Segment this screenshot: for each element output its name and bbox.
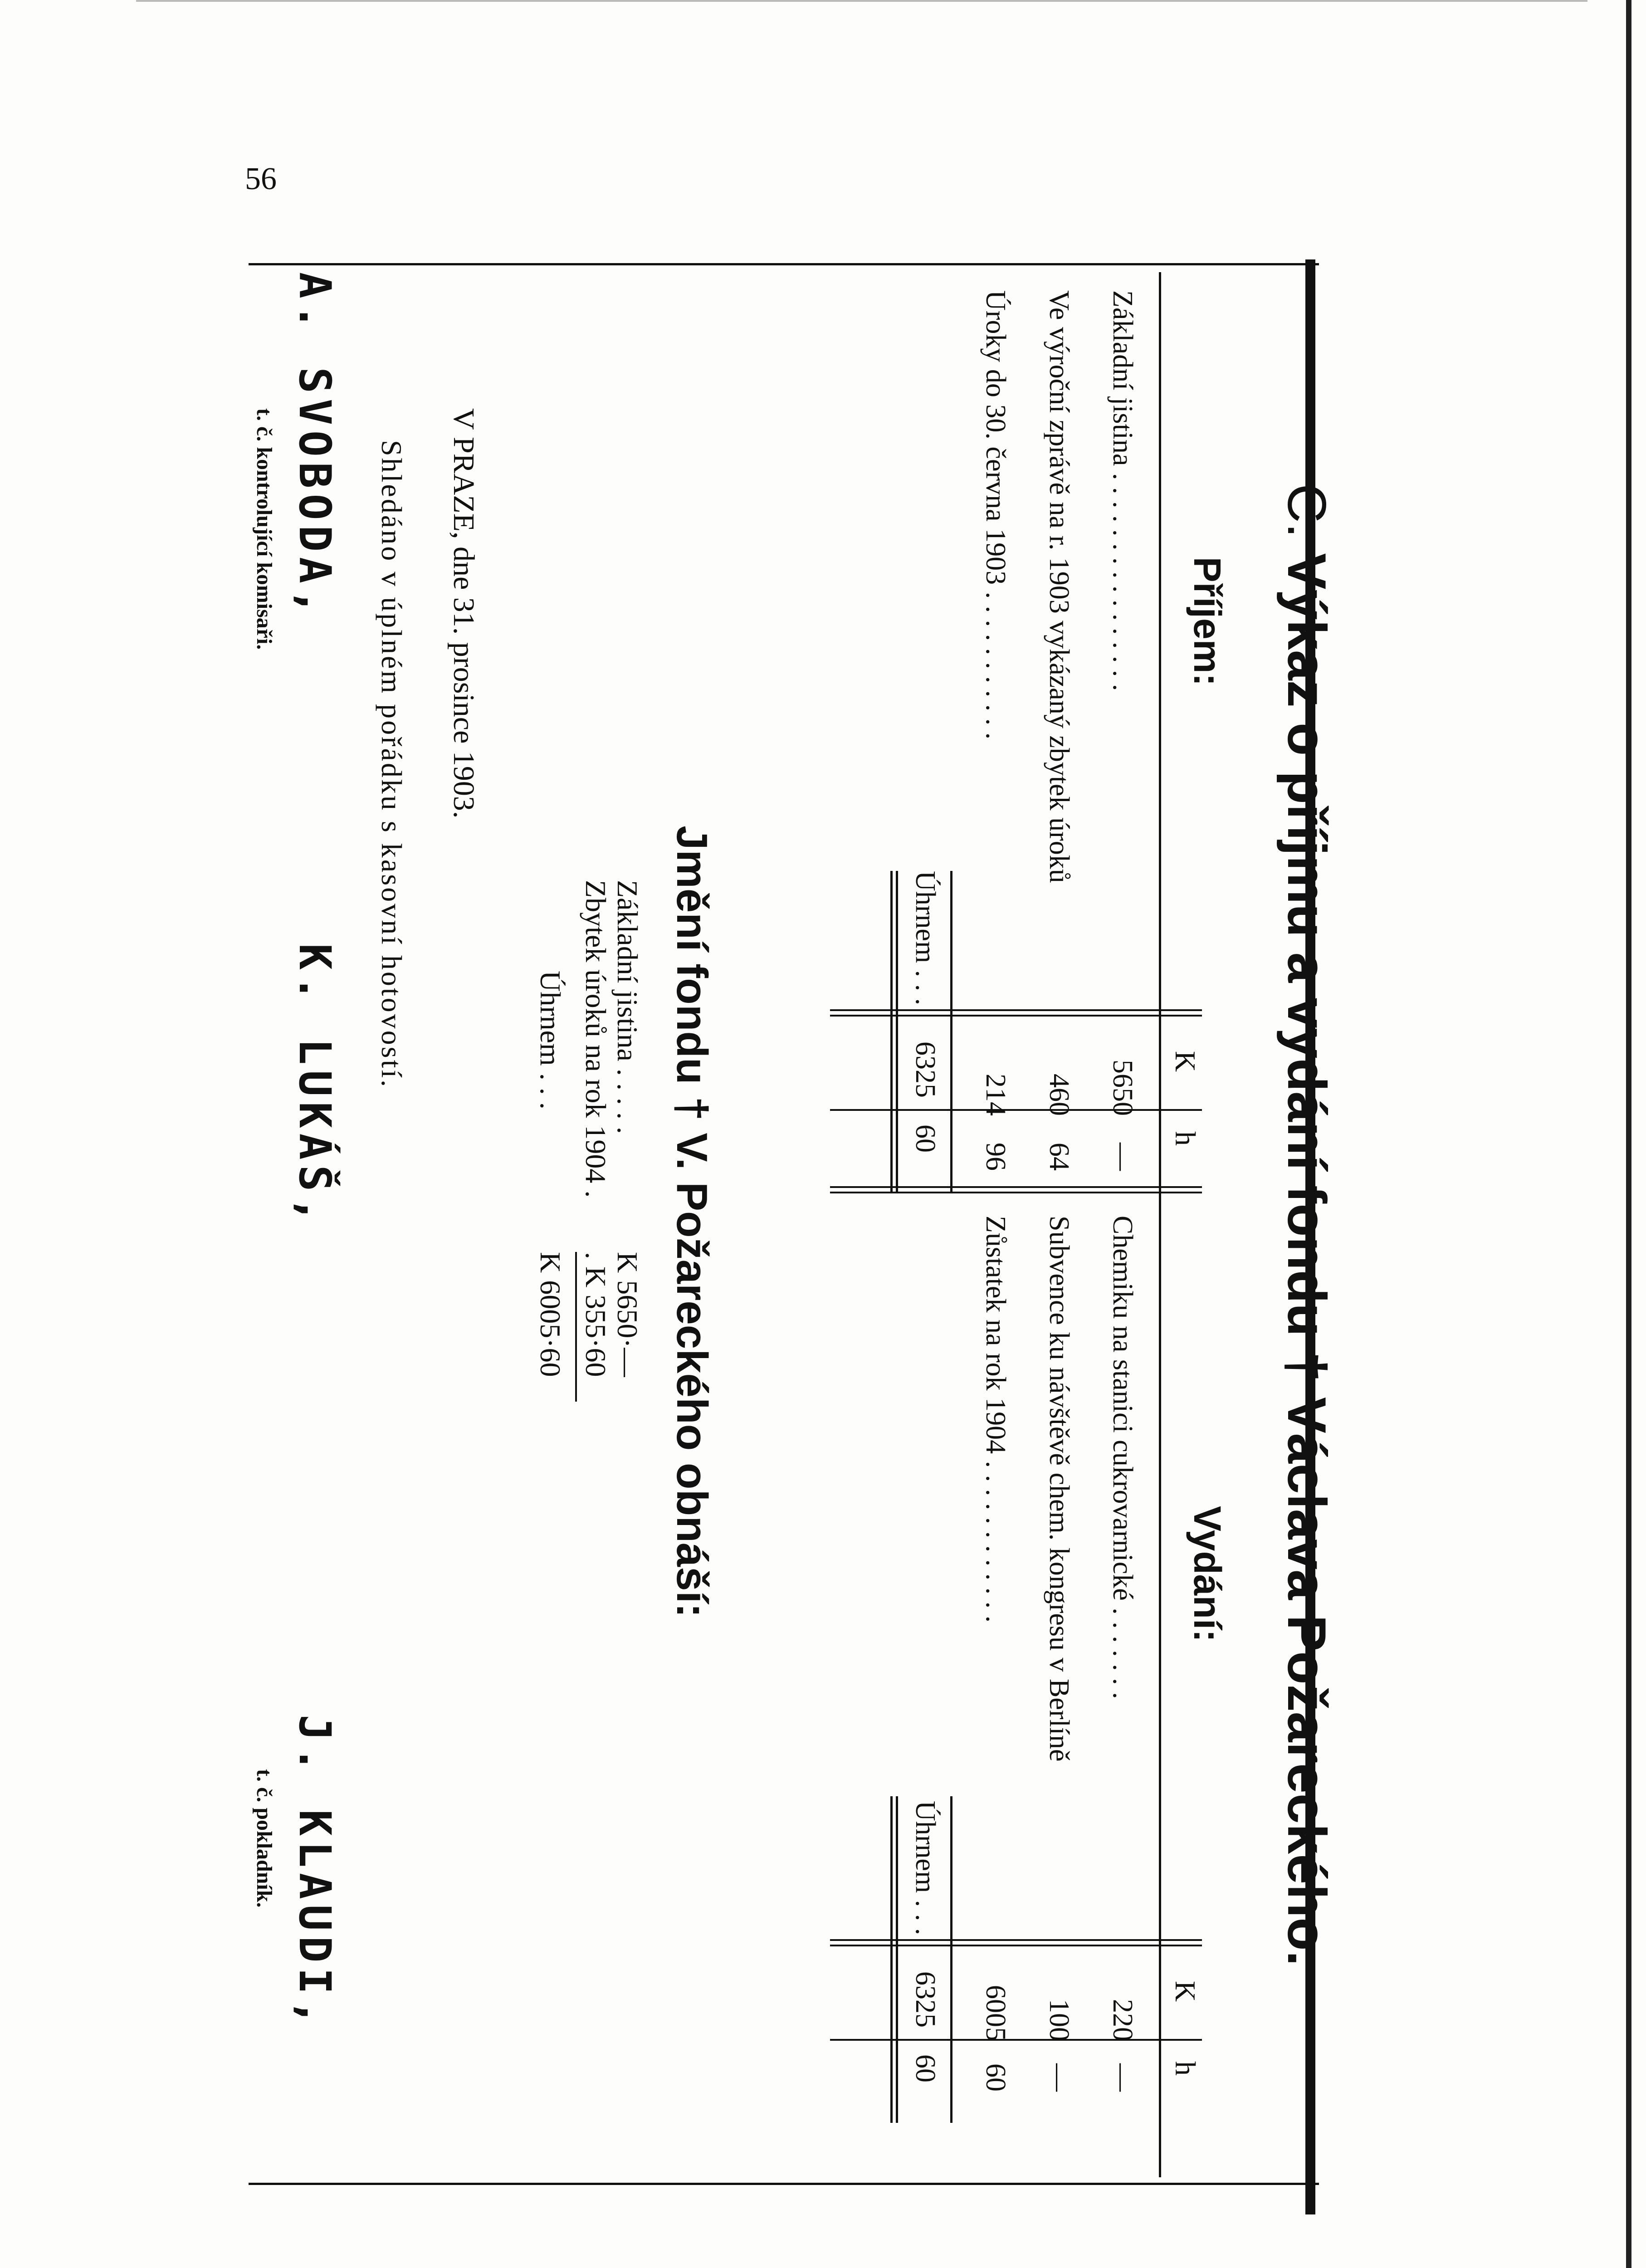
income-subtotal-rule bbox=[950, 871, 952, 1193]
rotated-content bbox=[245, 272, 1352, 2177]
income-total-rule bbox=[896, 871, 898, 1193]
top-rule bbox=[249, 263, 1319, 265]
signature-name: J. KLAUDI, bbox=[289, 1715, 340, 2031]
income-total-label: Úhrnem . . . bbox=[910, 871, 941, 1006]
expenses-total-label: Úhrnem . . . bbox=[910, 1801, 941, 1936]
income-divider bbox=[830, 1009, 1202, 1011]
income-total-k: 6325 bbox=[910, 1041, 941, 1098]
title-text: Výkaz o příjmu a vydání fondu † Václava Požareckého. bbox=[1276, 553, 1337, 1966]
income-row bbox=[1102, 290, 1138, 1198]
income-heading: Příjem: bbox=[1186, 557, 1229, 686]
bottom-rule bbox=[249, 2183, 1319, 2185]
expenses-total-h: 60 bbox=[910, 2054, 941, 2082]
expenses-divider-double bbox=[830, 1945, 1202, 1946]
expenses-row-h: 60 bbox=[980, 2063, 1011, 2092]
signature-name: A. SVOBODA, bbox=[289, 272, 340, 621]
expenses-col-h: h bbox=[1169, 2061, 1202, 2076]
income-col-k: K bbox=[1169, 1051, 1202, 1072]
fund-line-label: Základní jistina . . . . . bbox=[611, 880, 644, 1134]
fund-line bbox=[581, 880, 612, 1424]
fund-heading: Jmění fondu † V. Požareckého obnáší: bbox=[668, 826, 716, 1618]
income-row-h: — bbox=[1107, 1143, 1138, 1171]
place-date: V PRAZE, dne 31. prosince 1903. bbox=[447, 408, 480, 819]
income-col-h: h bbox=[1169, 1131, 1202, 1146]
expenses-heading: Vydání: bbox=[1186, 1505, 1229, 1642]
fund-line bbox=[535, 971, 567, 1424]
fund-line-label: Úhrnem . . . bbox=[534, 971, 567, 1110]
income-row-k: 460 bbox=[1044, 1074, 1075, 1116]
center-divider bbox=[830, 1186, 1202, 1188]
fund-line-label: Zbytek úroků na rok 1904 . bbox=[580, 880, 612, 1198]
income-row-h: 96 bbox=[980, 1143, 1011, 1171]
income-row-desc: Základní jistina . . . . . . . . . . . . . . . . bbox=[1107, 290, 1138, 691]
expenses-row-k: 220 bbox=[1107, 1999, 1138, 2041]
signature-role: t. č. pokladník. bbox=[252, 1769, 276, 1908]
expenses-row-desc: Subvence ku návštěvě chem. kongresu v Berlíně bbox=[1044, 1216, 1075, 1762]
page-title bbox=[1275, 272, 1338, 2177]
income-row-desc: Úroky do 30. června 1903 . . . . . . . . . . . bbox=[980, 290, 1011, 740]
income-total-rule-double bbox=[890, 871, 893, 1193]
expenses-divider bbox=[830, 1939, 1202, 1941]
expenses-row-k: 6005 bbox=[980, 1985, 1011, 2041]
signature-role: t. č. kontrolující komisaři. bbox=[252, 408, 276, 650]
expenses-row bbox=[975, 1216, 1011, 2123]
page-top-edge bbox=[136, 0, 1587, 2]
expenses-total-rule-double bbox=[890, 1796, 893, 2123]
fund-line bbox=[612, 880, 644, 1424]
expenses-divider-kh bbox=[830, 2039, 1202, 2041]
header-rule bbox=[1159, 272, 1161, 2177]
verification-note: Shledáno v úplném pořádku s kasovní hotovostí. bbox=[376, 440, 408, 1089]
center-divider-double bbox=[830, 1192, 1202, 1193]
income-row bbox=[975, 290, 1011, 1198]
expenses-row bbox=[1039, 1216, 1075, 2123]
expenses-row-desc: Zůstatek na rok 1904 . . . . . . . . . . . . bbox=[980, 1216, 1011, 1623]
expenses-row-desc: Chemiku na stanici cukrovarnické . . . . . . . bbox=[1107, 1216, 1138, 1699]
expenses-total-rule bbox=[896, 1796, 898, 2123]
income-row-h: 64 bbox=[1044, 1143, 1075, 1171]
expenses-row-h: — bbox=[1107, 2063, 1138, 2092]
expenses-row-h: — bbox=[1044, 2063, 1075, 2092]
expenses-row-k: 100 bbox=[1044, 1999, 1075, 2041]
expenses-subtotal-rule bbox=[950, 1796, 952, 2123]
signature-name: K. LUKÁŠ, bbox=[289, 943, 340, 1229]
fund-line-amount: . K 355·60 bbox=[580, 1252, 612, 1377]
income-row-k: 5650 bbox=[1107, 1060, 1138, 1116]
income-row-k: 214 bbox=[980, 1074, 1011, 1116]
fund-line-amount: K 5650·— bbox=[611, 1252, 644, 1377]
income-row-desc: Ve výroční zprávě na r. 1903 vykázaný zbytek úroků bbox=[1044, 290, 1075, 883]
income-total-h: 60 bbox=[910, 1124, 941, 1153]
page-number: 56 bbox=[245, 161, 277, 196]
page-binding-edge bbox=[1626, 0, 1631, 2268]
income-divider-kh bbox=[830, 1109, 1202, 1111]
income-divider-double bbox=[830, 1015, 1202, 1017]
expenses-total-k: 6325 bbox=[910, 1971, 941, 2028]
expenses-row bbox=[1102, 1216, 1138, 2123]
fund-sum-rule bbox=[575, 1252, 577, 1402]
fund-line-amount: K 6005·60 bbox=[534, 1252, 567, 1377]
title-prefix: C. bbox=[1276, 484, 1337, 538]
income-row bbox=[1039, 290, 1075, 1198]
expenses-col-k: K bbox=[1169, 1980, 1202, 2002]
